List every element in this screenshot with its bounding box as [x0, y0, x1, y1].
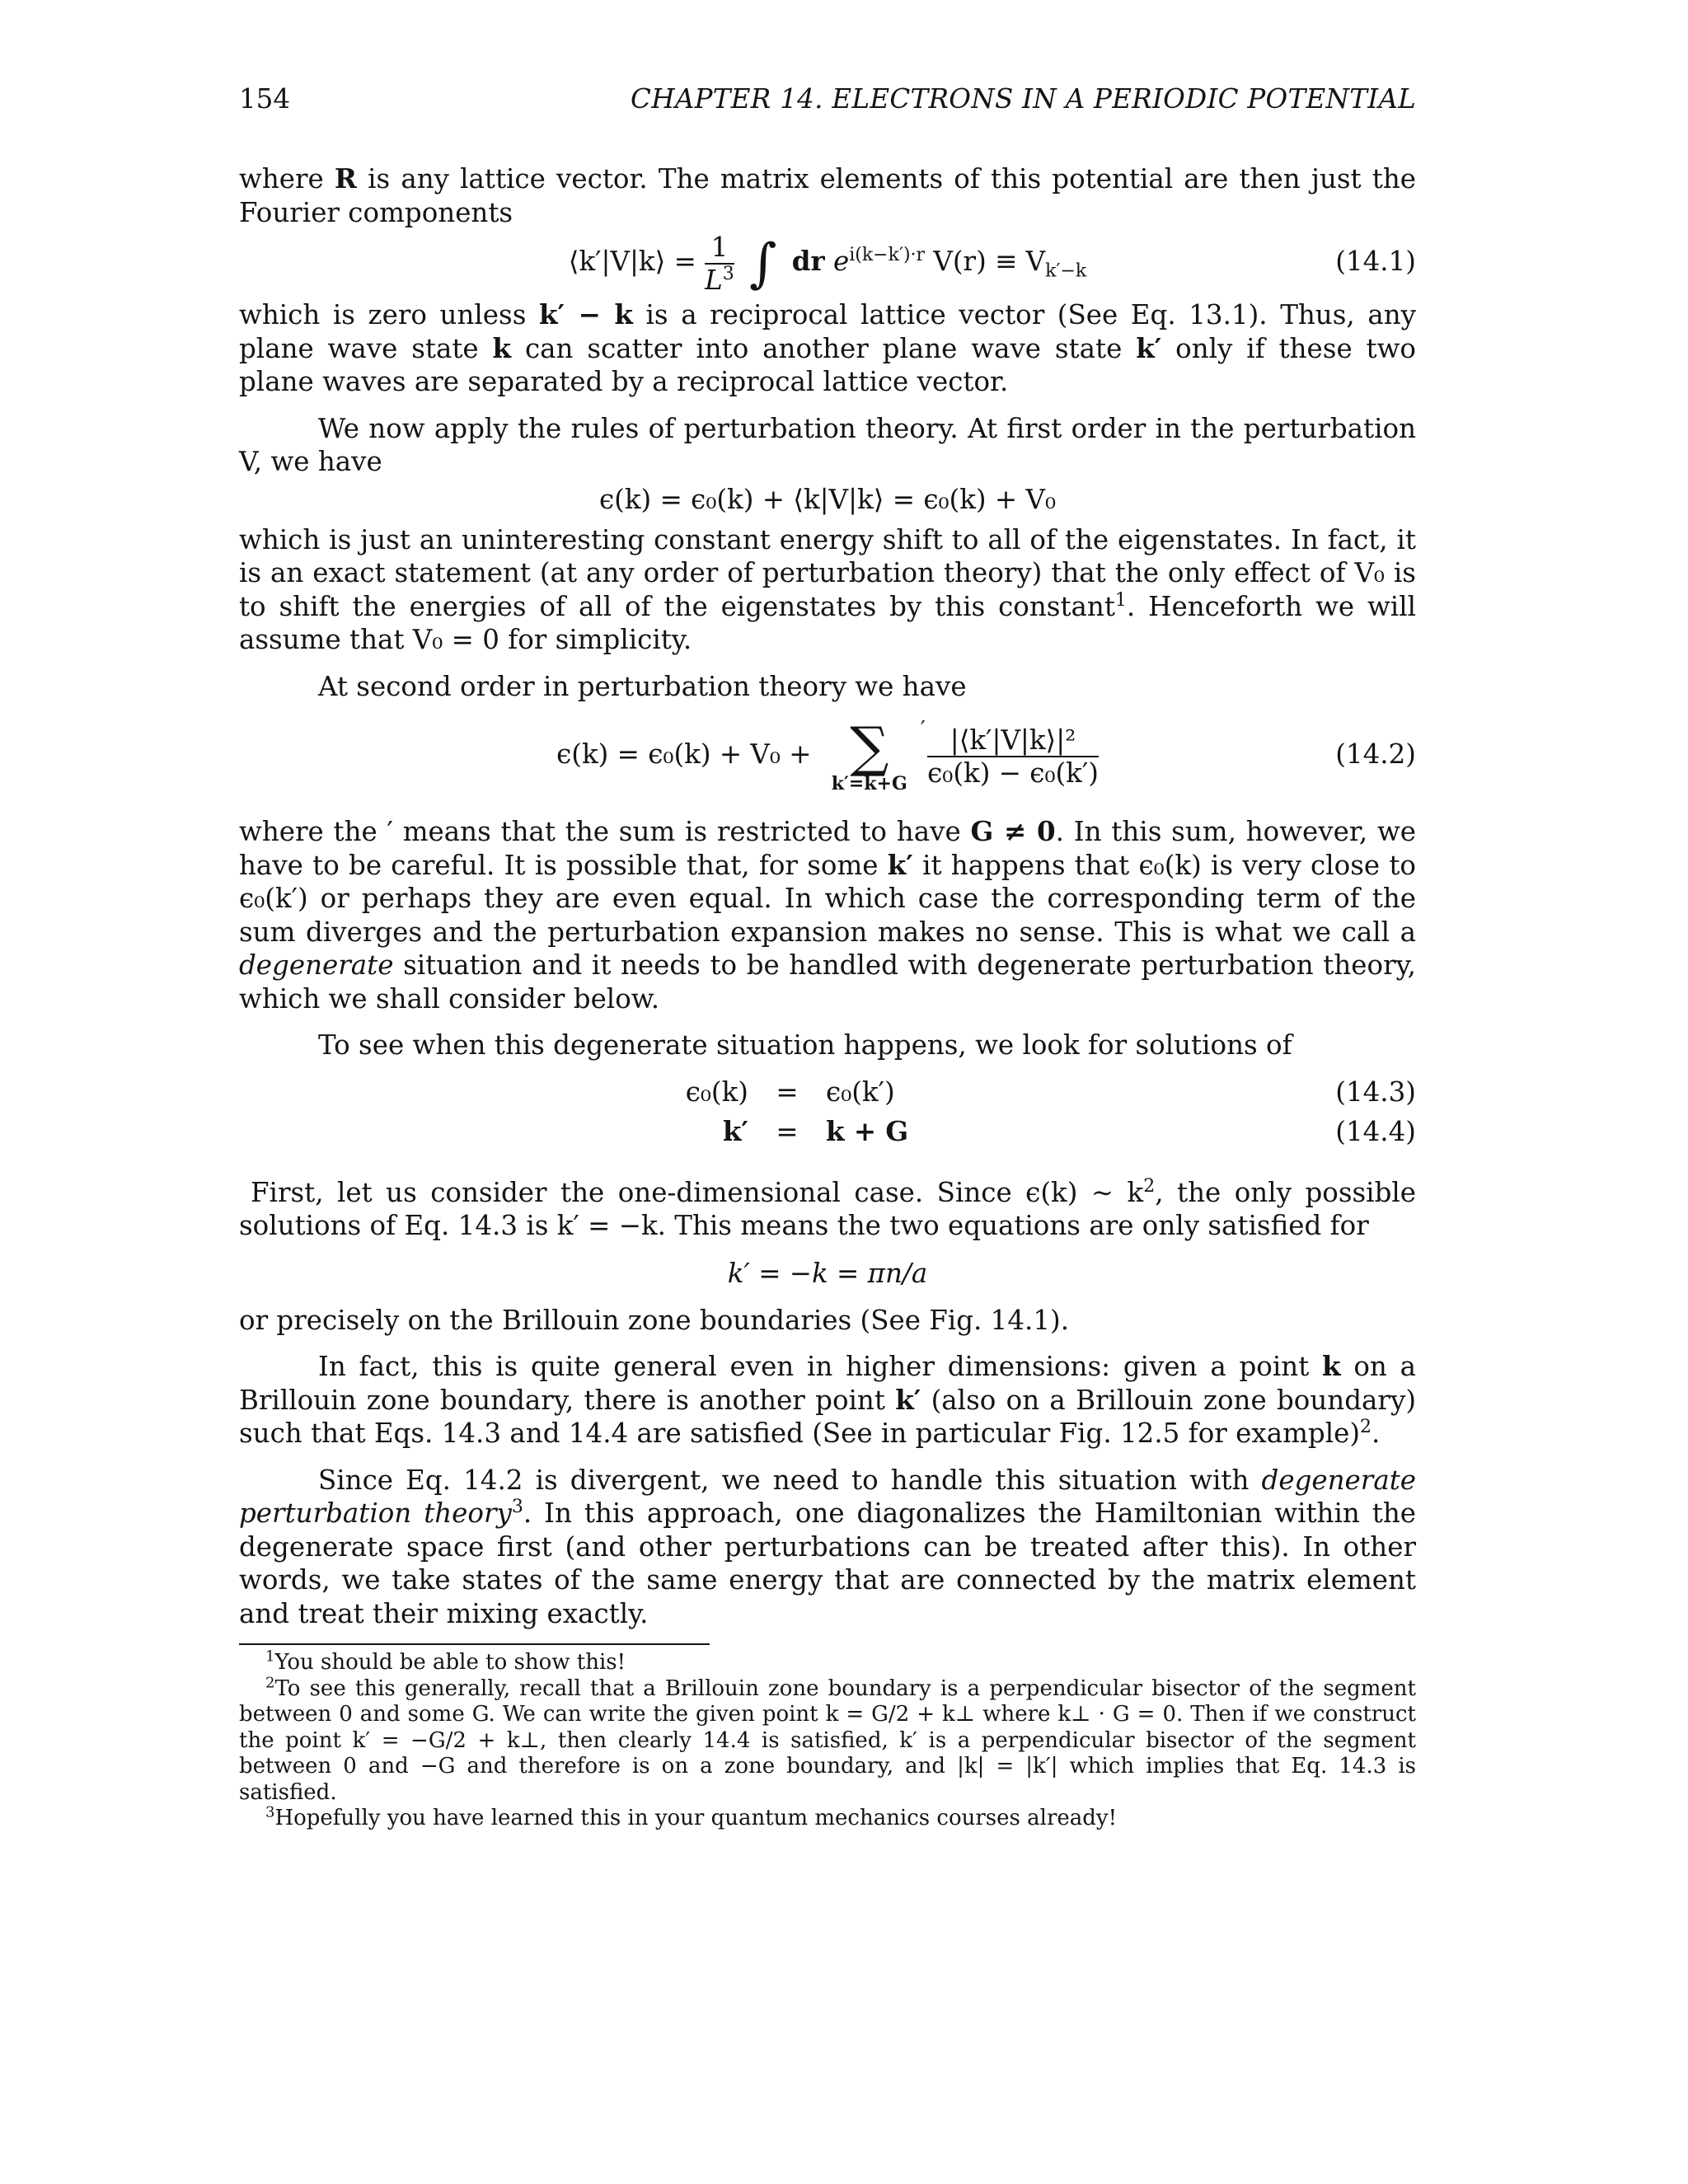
footnote-1: [239, 1647, 1416, 1676]
footnote-ref[interactable]: 2: [1360, 1417, 1372, 1438]
paragraph-first-order: We now apply the rules of perturbation theory. At first order in the perturbation V, we have: [239, 412, 1416, 477]
math-span: k: [1322, 1350, 1341, 1382]
text-span: can scatter into another plane wave state: [511, 332, 1137, 364]
footnote-mark: 2: [265, 1673, 275, 1691]
equation-array-14-3-14-4: [239, 1076, 1416, 1158]
text-span: Since Eq. 14.2 is divergent, we need to handle this situation with: [318, 1464, 1262, 1496]
paragraph-one-dimensional: [239, 1176, 1416, 1243]
equation-number: (14.1): [1335, 246, 1416, 277]
footnote-rule: [239, 1643, 710, 1645]
eq-rhs: k + G: [826, 1114, 909, 1147]
eq-dr: dr: [791, 245, 825, 277]
text-span: . In this approach, one diagonalizes the Hamiltonian within the degenerate space first (and other perturbations can be treated after this). In other words, we take states of the same energy that are connected by the matrix element and treat their mixing exactly.: [239, 1497, 1416, 1629]
text-span: is a reciprocal lattice vector (See Eq. 13.1). Thus, any plane wave state: [239, 299, 1416, 364]
eq-rhs: ϵ₀(k′): [826, 1076, 895, 1108]
footnote-2: [239, 1673, 1416, 1807]
sum-prime: ′: [920, 716, 926, 742]
eq-lhs: ϵ(k) = ϵ₀(k) + V₀ +: [556, 738, 812, 770]
eq-exponential-base: e: [833, 246, 850, 277]
paragraph-lattice-vector: [239, 162, 1416, 229]
footnote-ref[interactable]: 3: [511, 1497, 523, 1518]
text-span: First, let us consider the one-dimensional case. Since ϵ(k) ∼ k: [251, 1176, 1144, 1208]
paragraph-sum-restricted: [239, 815, 1416, 1015]
text-span: is any lattice vector. The matrix elements of this potential are then just the Fourier components: [239, 163, 1416, 228]
emphasis: degenerate perturbation theory: [239, 1464, 1416, 1529]
footnote-3: [239, 1803, 1416, 1832]
equation-1d-solution: k′ = −k = πn/a: [727, 1257, 928, 1289]
equation-14-4: [239, 1115, 1416, 1151]
eq-lhs: ϵ₀(k): [685, 1076, 748, 1108]
equation-14-2: [239, 708, 1416, 800]
text-span: . In this sum, however, we have to be careful. It is possible that, for some: [239, 816, 1416, 881]
eq-relation: =: [776, 1115, 799, 1147]
chapter-title: CHAPTER 14. ELECTRONS IN A PERIODIC POTENTIAL: [631, 83, 1416, 115]
text-span: , the only possible solutions of Eq. 14.3 is k′ = −k. This means the two equations are only satisfied for: [239, 1176, 1417, 1241]
text-span: situation and it needs to be handled with degenerate perturbation theory, which we shall consider below.: [239, 949, 1416, 1015]
equation-14-1: [239, 229, 1416, 296]
paragraph-higher-dimensions: [239, 1350, 1416, 1451]
eq-fraction: [705, 232, 734, 296]
math-span: k′: [1136, 331, 1162, 364]
summation: [831, 715, 926, 794]
math-R: R: [334, 162, 357, 194]
page-body: [239, 162, 1416, 1832]
paragraph-zone-boundaries: or precisely on the Brillouin zone boundaries (See Fig. 14.1).: [239, 1304, 1070, 1336]
footnote-text: To see this generally, recall that a Brillouin zone boundary is a perpendicular bisector of the segment between 0 and some G. We can write the given point k = G/2 + k⊥ where k⊥ · G = 0. Then if we construct the point k′ = −G/2 + k⊥, then clearly 14.4 is satisfied, k′ is a perpendicular bisector of the segment between 0 and −G and therefore is on a zone boundary, and |k| = |k′| which implies that Eq. 14.3 is satisfied.: [239, 1675, 1416, 1805]
integral-sign: ∫: [749, 232, 777, 294]
sum-sign: ∑: [850, 715, 889, 779]
equation-number: (14.2): [1335, 738, 1416, 770]
math-span: k′: [887, 848, 913, 881]
paragraph-second-order: At second order in perturbation theory we have: [318, 670, 967, 702]
text-span: only if these two plane waves are separated by a reciprocal lattice vector.: [239, 332, 1417, 397]
fraction-denominator: [705, 265, 734, 296]
text-span: which is zero unless: [239, 299, 539, 330]
text-span: on a Brillouin zone boundary, there is another point: [239, 1351, 1416, 1416]
eq-lhs: ⟨k′|V|k⟩ =: [568, 246, 696, 277]
footnote-mark: 1: [265, 1647, 275, 1666]
text-span: . Henceforth we will assume that V₀ = 0 for simplicity.: [239, 590, 1416, 655]
exponent: 2: [1143, 1175, 1156, 1197]
paragraph-degenerate-situation: To see when this degenerate situation happens, we look for solutions of: [318, 1029, 1292, 1061]
equation-first-order: ϵ(k) = ϵ₀(k) + ⟨k|V|k⟩ = ϵ₀(k) + V₀: [598, 483, 1056, 515]
text-span: (also on a Brillouin zone boundary) such that Eqs. 14.3 and 14.4 are satisfied (See in particular Fig. 12.5 for example): [239, 1384, 1416, 1449]
equation-14-3: [239, 1076, 1416, 1112]
text-span: In fact, this is quite general even in higher dimensions: given a point: [318, 1351, 1323, 1382]
math-span: k′: [895, 1383, 921, 1416]
eq-relation: =: [776, 1076, 799, 1108]
text-span: .: [1372, 1418, 1381, 1449]
text-span: it happens that ϵ₀(k) is very close to ϵ₀(k′) or perhaps they are even equal. In which case the corresponding term of the sum diverges and the perturbation expansion makes no sense. This is what we call a: [239, 849, 1417, 948]
equation-number: (14.3): [1335, 1076, 1416, 1108]
footnote-text: Hopefully you have learned this in your quantum mechanics courses already!: [274, 1806, 1118, 1830]
paragraph-constant-shift: [239, 523, 1416, 657]
math-span: G ≠ 0: [970, 815, 1056, 847]
math-span: k′ − k: [538, 298, 633, 330]
den-exponent: 3: [722, 263, 734, 284]
fraction-numerator: 1: [705, 232, 734, 265]
eq-exponent: i(k−k′)·r: [849, 245, 926, 266]
sum-limit: k′=k+G: [831, 772, 907, 794]
eq-lhs: k′: [722, 1114, 748, 1147]
footnote-ref[interactable]: 1: [1114, 589, 1127, 611]
paragraph-degenerate-perturbation: [239, 1464, 1416, 1631]
text-span: where the ′ means that the sum is restricted to have: [239, 816, 971, 847]
page-number: 154: [239, 83, 291, 115]
text-span: where: [239, 163, 335, 194]
eq-fraction: [927, 724, 1099, 789]
eq-rest: V(r) ≡ V: [933, 246, 1046, 277]
fraction-numerator: |⟨k′|V|k⟩|²: [927, 724, 1099, 757]
footnote-mark: 3: [265, 1803, 275, 1821]
emphasis: degenerate: [239, 949, 394, 981]
footnote-text: You should be able to show this!: [274, 1650, 626, 1675]
text-span: which is just an uninteresting constant energy shift to all of the eigenstates. In fact, it is an exact statement (at any order of perturbation theory) that the only effect of V₀ is to shift the energies of all of the eigenstates by this constant: [239, 523, 1416, 622]
den-base: L: [705, 264, 723, 296]
fraction-denominator: ϵ₀(k) − ϵ₀(k′): [927, 757, 1099, 789]
footnotes: [239, 1647, 1416, 1832]
eq-subscript: k′−k: [1045, 260, 1087, 282]
paragraph-zero-unless: [239, 298, 1416, 399]
equation-number: (14.4): [1335, 1115, 1416, 1147]
math-span: k: [492, 331, 512, 364]
